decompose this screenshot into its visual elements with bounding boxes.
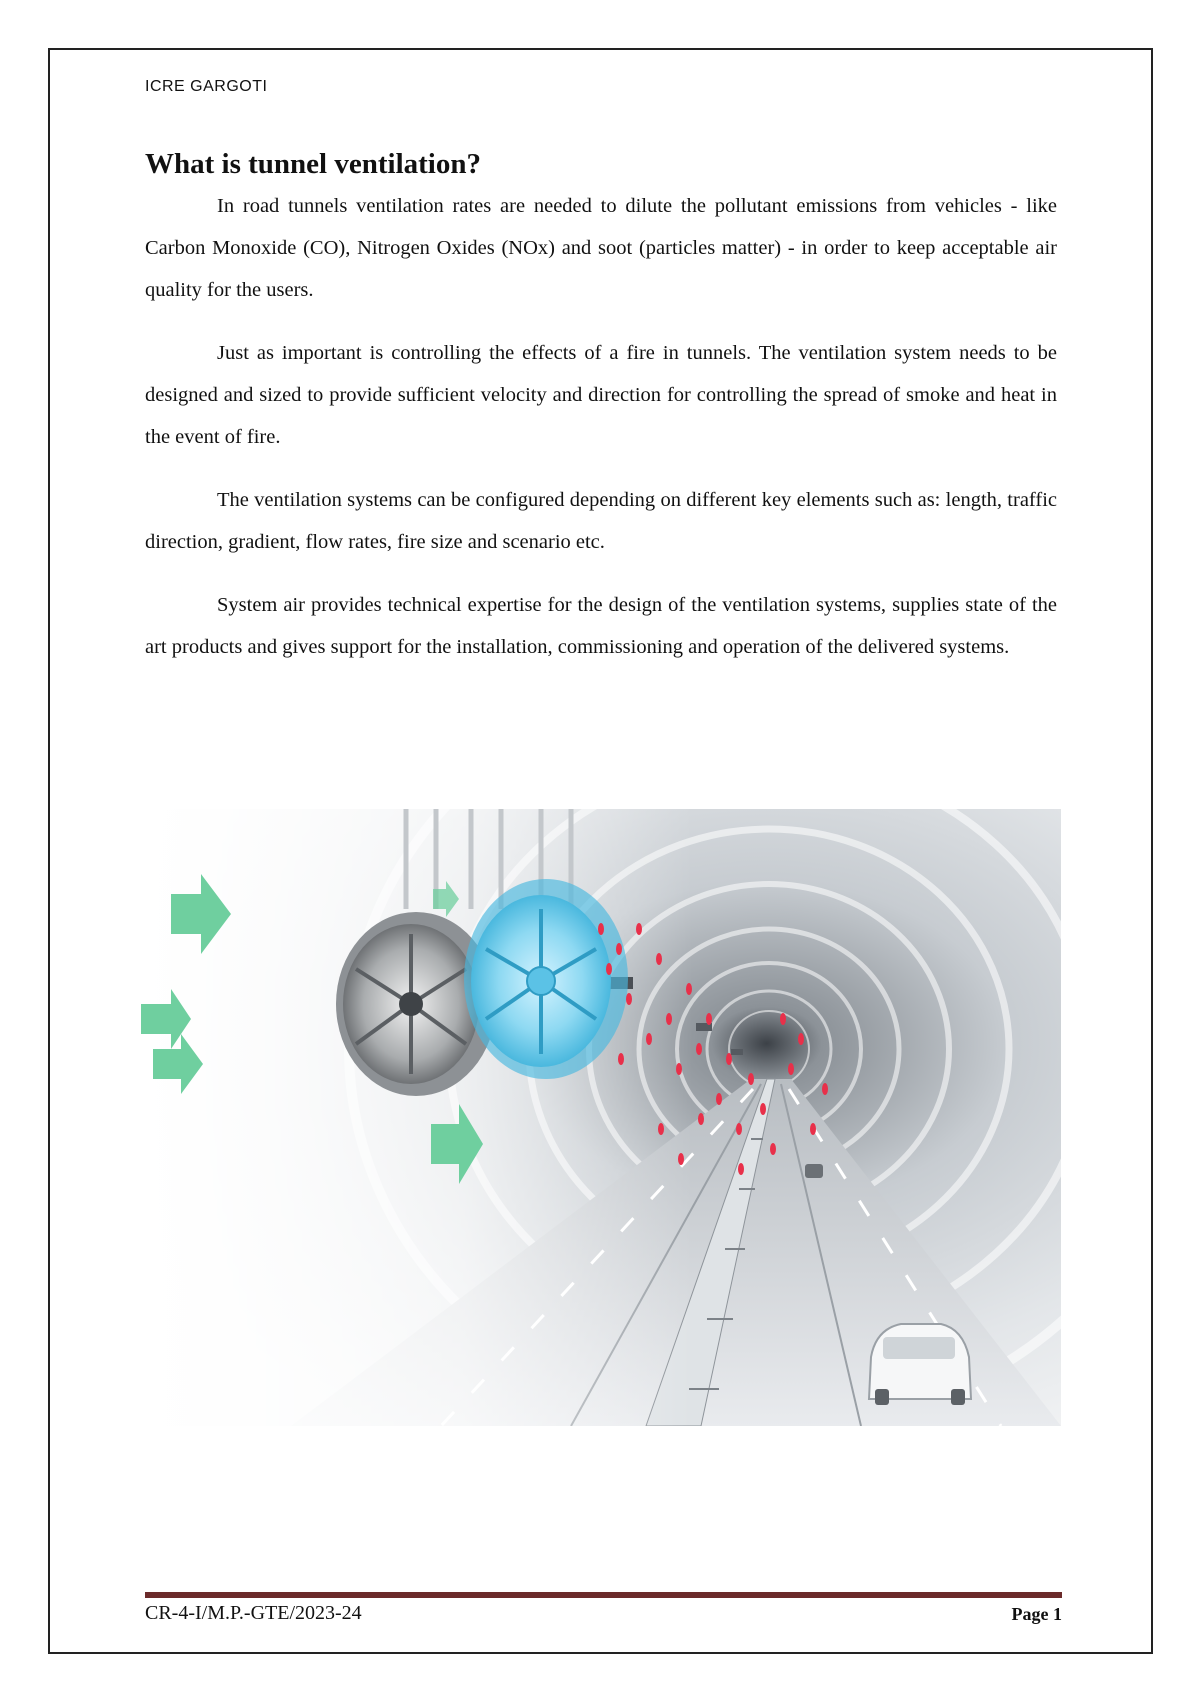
body-text (145, 185, 1057, 689)
footer-rule (145, 1592, 1062, 1598)
paragraph: System air provides technical expertise for the design of the ventilation systems, supplies state of the art products and gives support for the installation, commissioning and operation of the delivered systems. (145, 594, 1057, 658)
header-text: ICRE GARGOTI (145, 78, 268, 95)
paragraph: The ventilation systems can be configured depending on different key elements such as: length, traffic direction, gradient, flow rates, fire size and scenario etc. (145, 489, 1057, 553)
car-icon (869, 1324, 971, 1405)
page-title: What is tunnel ventilation? (145, 148, 481, 180)
paragraph: In road tunnels ventilation rates are needed to dilute the pollutant emissions from vehicles - like Carbon Monoxide (CO), Nitrogen Oxides (NOx) and soot (particles matter) - in order to keep acceptable air quality for the users. (145, 195, 1057, 301)
paragraph: Just as important is controlling the effects of a fire in tunnels. The ventilation system needs to be designed and sized to provide sufficient velocity and direction for controlling the spread of smoke and heat in the event of fire. (145, 342, 1057, 448)
tunnel-ventilation-figure (141, 809, 1061, 1426)
footer-doc-code: CR-4-I/M.P.-GTE/2023-24 (145, 1602, 362, 1624)
jet-fan-icon (464, 879, 628, 1079)
page-number: Page 1 (1011, 1604, 1062, 1624)
